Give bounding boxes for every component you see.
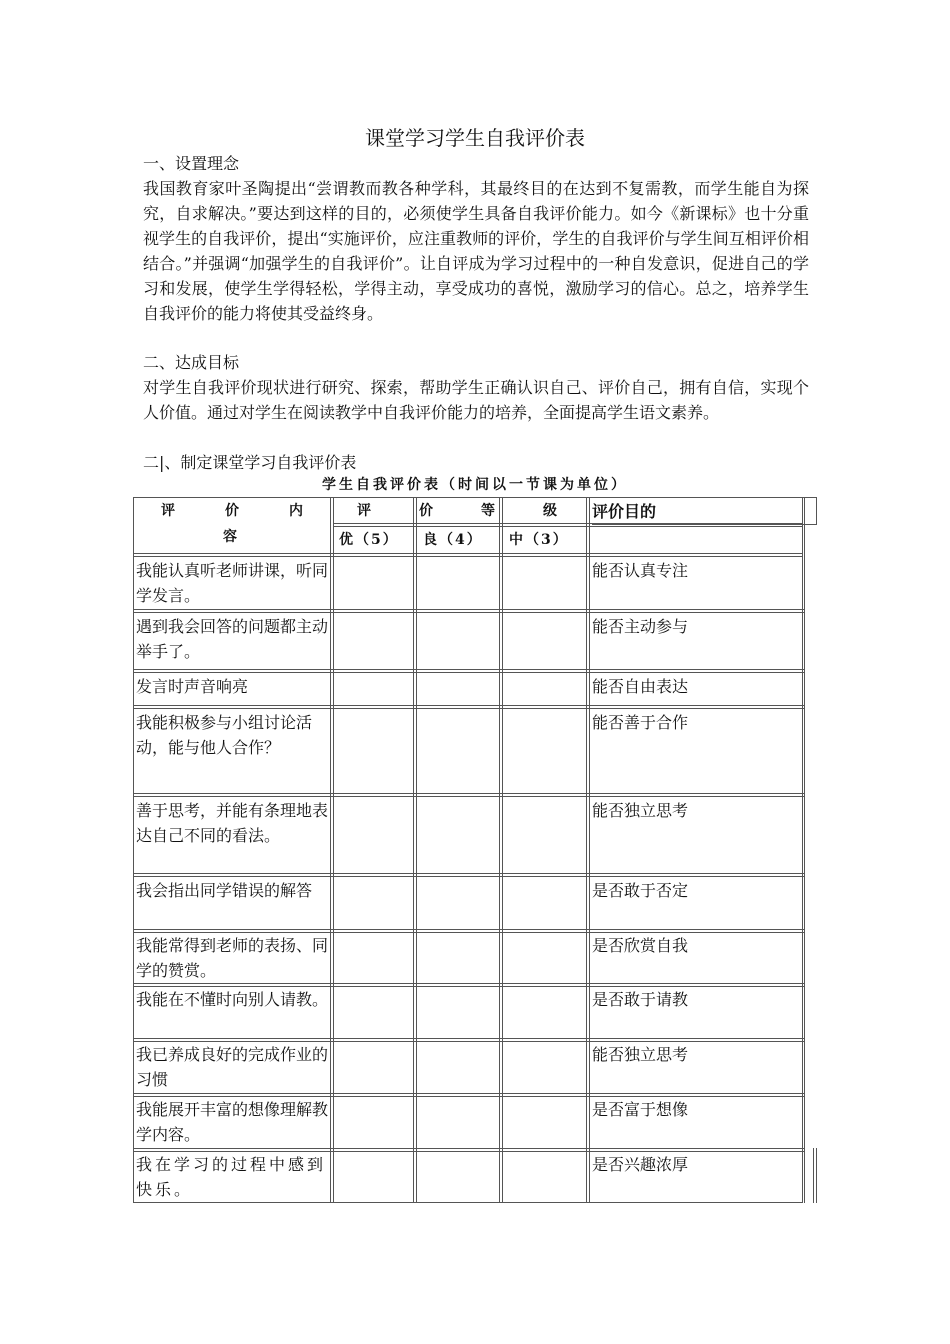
table-rule: [133, 609, 805, 610]
table-rule: [133, 612, 805, 613]
self-evaluation-table: [133, 497, 817, 1203]
table-rule: [133, 876, 805, 877]
table-rule: [133, 929, 805, 930]
row-2-purpose: 能否主动参与: [592, 617, 689, 636]
table-rule: [133, 553, 803, 554]
row-8-purpose: 是否敢于请教: [592, 990, 689, 1009]
table-rule: [333, 526, 803, 527]
table-rule: [816, 497, 817, 525]
header-content-line2: 容: [223, 529, 239, 545]
row-11-content: 我在学习的过程中感到快乐。: [136, 1155, 327, 1199]
table-rule: [133, 1148, 805, 1149]
row-8-content: 我能在不懂时向别人请教。: [136, 990, 329, 1009]
header-content-line1: [137, 499, 329, 527]
table-rule: [413, 497, 414, 1203]
row-4-purpose: 能否善于合作: [592, 713, 689, 732]
table-rule: [133, 1202, 803, 1203]
row-3-content: 发言时声音响亮: [136, 677, 249, 696]
table-rule: [133, 873, 805, 874]
table-caption: 学生自我评价表（时间以一节课为单位）: [322, 477, 628, 493]
row-10-purpose: 是否富于想像: [592, 1100, 689, 1119]
header-level-good: 良（4）: [423, 532, 483, 548]
table-rule: [133, 1093, 805, 1094]
table-rule: [589, 497, 590, 1203]
row-9-content: 我已养成良好的完成作业的习惯: [136, 1045, 329, 1089]
table-rule: [133, 556, 803, 557]
row-6-purpose: 是否敢于否定: [592, 881, 689, 900]
section-heading-1: 一、设置理念: [143, 154, 240, 173]
table-rule: [133, 708, 805, 709]
header-char: 等: [481, 503, 497, 519]
table-rule: [133, 1151, 805, 1152]
header-char: 内: [289, 503, 305, 519]
section-heading-2: 二、达成目标: [143, 353, 240, 372]
table-rule: [133, 497, 134, 1203]
row-1-purpose: 能否认真专注: [592, 561, 689, 580]
row-10-content: 我能展开丰富的想像理解教学内容。: [136, 1100, 329, 1144]
table-rule: [333, 497, 334, 1203]
table-rule: [133, 669, 805, 670]
header-purpose: 评价目的: [592, 502, 657, 521]
document-title: 课堂学习学生自我评价表: [365, 126, 585, 150]
table-rule: [502, 497, 503, 1203]
table-rule: [416, 497, 417, 1203]
row-4-content: 我能积极参与小组讨论活动，能与他人合作？: [136, 713, 313, 757]
row-5-content: 善于思考，并能有条理地表达自己不同的看法。: [136, 801, 329, 845]
table-rule: [330, 497, 331, 1203]
table-rule: [133, 1096, 805, 1097]
table-rule: [133, 672, 805, 673]
row-7-content: 我能常得到老师的表扬、同学的赞赏。: [136, 936, 329, 980]
table-rule: [592, 524, 817, 525]
table-rule: [133, 497, 817, 498]
table-rule: [133, 705, 805, 706]
table-rule: [133, 932, 805, 933]
row-9-purpose: 能否独立思考: [592, 1045, 689, 1064]
table-rule: [133, 986, 805, 987]
table-rule: [804, 497, 805, 1203]
section-heading-3: 二|、制定课堂学习自我评价表: [143, 453, 357, 472]
row-11-purpose: 是否兴趣浓厚: [592, 1155, 689, 1174]
row-2-content: 遇到我会回答的问题都主动举手了。: [136, 617, 329, 661]
row-6-content: 我会指出同学错误的解答: [136, 881, 313, 900]
header-char: 级: [543, 503, 559, 519]
table-rule: [813, 1148, 814, 1203]
header-char: 评: [357, 503, 373, 519]
row-3-purpose: 能否自由表达: [592, 677, 689, 696]
table-rule: [802, 497, 803, 1203]
header-char: 价: [225, 503, 241, 519]
table-rule: [133, 793, 805, 794]
row-1-content: 我能认真听老师讲课，听同学发言。: [136, 561, 329, 605]
table-rule: [499, 497, 500, 1203]
header-level-fair: 中（3）: [509, 532, 569, 548]
row-7-purpose: 是否欣赏自我: [592, 936, 689, 955]
table-rule: [133, 1041, 805, 1042]
table-rule: [133, 796, 805, 797]
section-paragraph-1: 我国教育家叶圣陶提出“尝谓教而教各种学科，其最终目的在达到不复需教，而学生能自为探究，自求解决。”要达到这样的目的，必须使学生具备自我评价能力。如今《新课标》也十分重视学生的自我评价，提出“实施评价，应注重教师的评价，学生的自我评价与学生间互相评价相结合。”并强调“加强学生的自我评价”。让自评成为学习过程中的一种自发意识，促进自己的学习和发展，使学生学得轻松，学得主动，享受成功的喜悦，激励学习的信心。总之，培养学生自我评价的能力将使其受益终身。: [143, 179, 809, 323]
row-5-purpose: 能否独立思考: [592, 801, 689, 820]
header-char: 价: [419, 503, 435, 519]
header-char: 评: [161, 503, 177, 519]
table-rule: [816, 1148, 817, 1203]
header-level-excellent: 优（5）: [339, 532, 399, 548]
table-rule: [133, 983, 805, 984]
section-paragraph-2: 对学生自我评价现状进行研究、探索，帮助学生正确认识自己、评价自己，拥有自信，实现个人价值。通过对学生在阅读教学中自我评价能力的培养，全面提高学生语文素养。: [143, 378, 809, 422]
table-rule: [586, 497, 587, 1203]
table-rule: [133, 1038, 805, 1039]
